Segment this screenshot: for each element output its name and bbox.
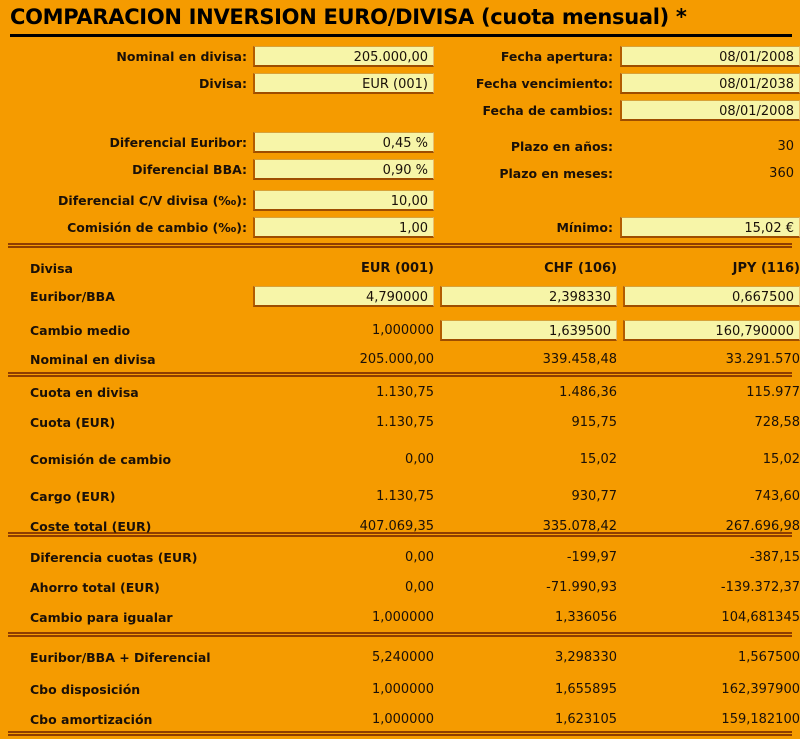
- row-label-nominal-en-divisa: Nominal en divisa: [30, 352, 156, 367]
- cell-nominal-en-divisa-1: 339.458,48: [542, 352, 617, 367]
- section-divider-0: [8, 243, 792, 248]
- field-divisa[interactable]: EUR (001): [253, 73, 434, 94]
- table-bottom-divider: [8, 731, 792, 736]
- row-label-diferencia-cuotas-eur: Diferencia cuotas (EUR): [30, 550, 198, 565]
- row-label-cambio-medio: Cambio medio: [30, 323, 131, 338]
- row-label-cambio-para-igualar: Cambio para igualar: [30, 610, 173, 625]
- field-minimo[interactable]: 15,02 €: [620, 217, 800, 238]
- cell-cbo-amortizacion-1: 1,623105: [554, 712, 617, 727]
- cell-comision-de-cambio-0: 0,00: [405, 452, 434, 467]
- cell-ahorro-total-eur-2: -139.372,37: [720, 580, 800, 595]
- cell-cuota-eur-1: 915,75: [571, 415, 617, 430]
- section-divider-3: [8, 632, 792, 637]
- section-divider-1: [8, 372, 792, 377]
- row-label-cbo-amortizacion: Cbo amortización: [30, 712, 153, 727]
- label-diferencial-c-v-divisa: Diferencial C/V divisa (‰):: [58, 193, 247, 208]
- page-title-text: COMPARACION INVERSION EURO/DIVISA (cuota mensual) *: [10, 5, 687, 29]
- cell-cbo-disposicion-2: 162,397900: [721, 682, 800, 697]
- field-nominal-en-divisa[interactable]: 205.000,00: [253, 46, 434, 67]
- label-minimo: Mínimo:: [556, 220, 613, 235]
- cell-cbo-disposicion-1: 1,655895: [554, 682, 617, 697]
- cell-diferencia-cuotas-eur-2: -387,15: [749, 550, 800, 565]
- cell-input-euribor-bba-0[interactable]: 4,790000: [253, 286, 434, 307]
- row-label-euribor-bba-diferencial: Euribor/BBA + Diferencial: [30, 650, 211, 665]
- row-label-ahorro-total-eur: Ahorro total (EUR): [30, 580, 160, 595]
- cell-ahorro-total-eur-0: 0,00: [405, 580, 434, 595]
- cell-input-euribor-bba-2[interactable]: 0,667500: [623, 286, 800, 307]
- table-header-label: Divisa: [30, 261, 73, 276]
- cell-nominal-en-divisa-2: 33.291.570: [725, 352, 800, 367]
- label-fecha-vencimiento: Fecha vencimiento:: [475, 76, 613, 91]
- cell-coste-total-eur-1: 335.078,42: [542, 519, 617, 534]
- column-header-eur-001: EUR (001): [361, 261, 434, 276]
- cell-cuota-eur-2: 728,58: [754, 415, 800, 430]
- cell-diferencia-cuotas-eur-0: 0,00: [405, 550, 434, 565]
- row-label-euribor-bba: Euribor/BBA: [30, 289, 115, 304]
- cell-cuota-en-divisa-0: 1.130,75: [376, 385, 434, 400]
- row-label-cuota-en-divisa: Cuota en divisa: [30, 385, 139, 400]
- label-plazo-en-anos: Plazo en años:: [510, 139, 613, 154]
- cell-coste-total-eur-0: 407.069,35: [359, 519, 434, 534]
- label-fecha-de-cambios: Fecha de cambios:: [482, 103, 613, 118]
- label-diferencial-bba: Diferencial BBA:: [132, 162, 247, 177]
- cell-cuota-eur-0: 1.130,75: [376, 415, 434, 430]
- row-label-cbo-disposicion: Cbo disposición: [30, 682, 141, 697]
- value-plazo-en-meses: 360: [769, 166, 794, 181]
- label-nominal-en-divisa: Nominal en divisa:: [116, 49, 247, 64]
- cell-coste-total-eur-2: 267.696,98: [725, 519, 800, 534]
- field-diferencial-bba[interactable]: 0,90 %: [253, 159, 434, 180]
- field-diferencial-euribor[interactable]: 0,45 %: [253, 132, 434, 153]
- field-fecha-vencimiento[interactable]: 08/01/2038: [620, 73, 800, 94]
- label-diferencial-euribor: Diferencial Euribor:: [109, 135, 247, 150]
- cell-input-cambio-medio-1[interactable]: 1,639500: [440, 320, 617, 341]
- cell-cbo-amortizacion-0: 1,000000: [371, 712, 434, 727]
- cell-diferencia-cuotas-eur-1: -199,97: [566, 550, 617, 565]
- cell-cbo-amortizacion-2: 159,182100: [721, 712, 800, 727]
- cell-cargo-eur-0: 1.130,75: [376, 489, 434, 504]
- label-plazo-en-meses: Plazo en meses:: [499, 166, 613, 181]
- cell-cambio-para-igualar-1: 1,336056: [554, 610, 617, 625]
- cell-cambio-medio-0: 1,000000: [371, 323, 434, 338]
- cell-cargo-eur-1: 930,77: [571, 489, 617, 504]
- cell-cbo-disposicion-0: 1,000000: [371, 682, 434, 697]
- field-comision-de-cambio[interactable]: 1,00: [253, 217, 434, 238]
- cell-input-euribor-bba-1[interactable]: 2,398330: [440, 286, 617, 307]
- row-label-comision-de-cambio: Comisión de cambio: [30, 452, 172, 467]
- cell-euribor-bba-diferencial-2: 1,567500: [737, 650, 800, 665]
- cell-cuota-en-divisa-2: 115.977: [746, 385, 800, 400]
- row-label-coste-total-eur: Coste total (EUR): [30, 519, 152, 534]
- cell-cargo-eur-2: 743,60: [754, 489, 800, 504]
- cell-cuota-en-divisa-1: 1.486,36: [559, 385, 617, 400]
- cell-nominal-en-divisa-0: 205.000,00: [359, 352, 434, 367]
- cell-cambio-para-igualar-2: 104,681345: [721, 610, 800, 625]
- field-fecha-apertura[interactable]: 08/01/2008: [620, 46, 800, 67]
- cell-cambio-para-igualar-0: 1,000000: [371, 610, 434, 625]
- cell-ahorro-total-eur-1: -71.990,93: [546, 580, 617, 595]
- cell-comision-de-cambio-2: 15,02: [762, 452, 800, 467]
- cell-euribor-bba-diferencial-1: 3,298330: [554, 650, 617, 665]
- label-fecha-apertura: Fecha apertura:: [500, 49, 613, 64]
- cell-input-cambio-medio-2[interactable]: 160,790000: [623, 320, 800, 341]
- row-label-cargo-eur: Cargo (EUR): [30, 489, 116, 504]
- label-divisa: Divisa:: [199, 76, 247, 91]
- column-header-chf-106: CHF (106): [544, 261, 617, 276]
- cell-euribor-bba-diferencial-0: 5,240000: [371, 650, 434, 665]
- page-title: [10, 4, 792, 37]
- field-diferencial-c-v-divisa[interactable]: 10,00: [253, 190, 434, 211]
- column-header-jpy-116: JPY (116): [732, 261, 800, 276]
- label-comision-de-cambio: Comisión de cambio (‰):: [67, 220, 247, 235]
- cell-comision-de-cambio-1: 15,02: [579, 452, 617, 467]
- row-label-cuota-eur: Cuota (EUR): [30, 415, 116, 430]
- field-fecha-de-cambios[interactable]: 08/01/2008: [620, 100, 800, 121]
- value-plazo-en-anos: 30: [777, 139, 794, 154]
